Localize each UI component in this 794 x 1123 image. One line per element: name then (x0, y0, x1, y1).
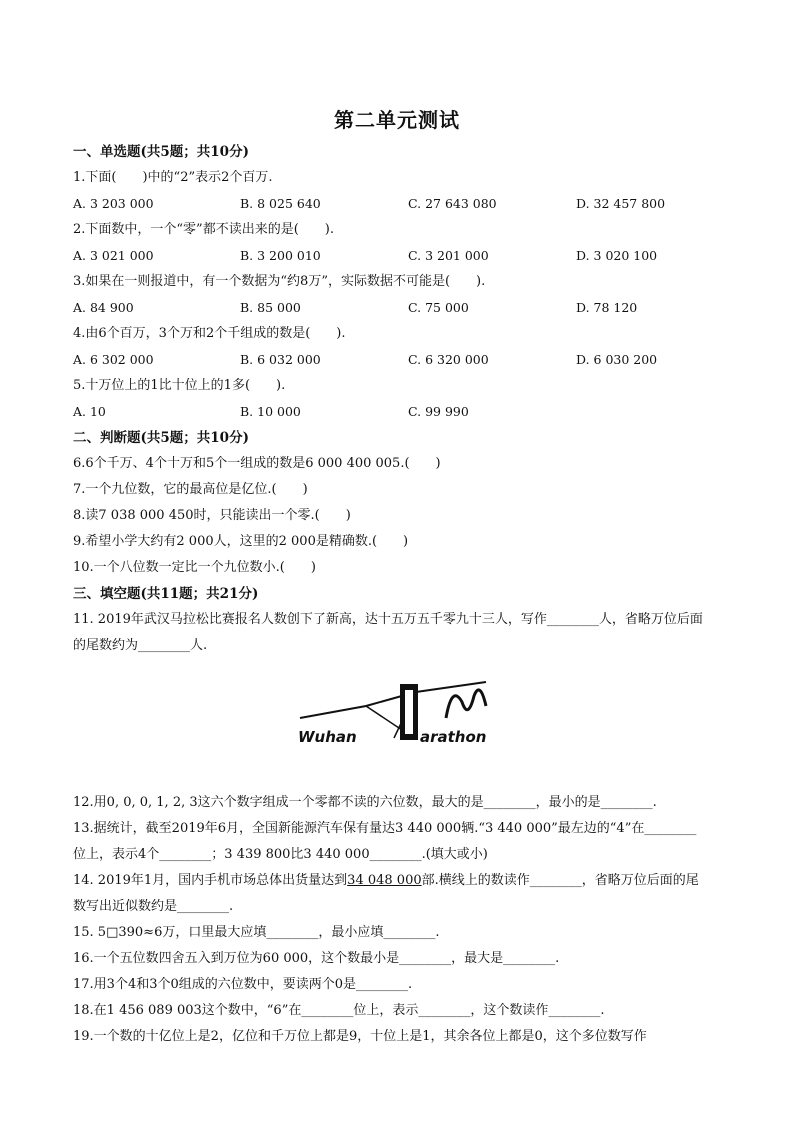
q1-option-c: C. 27 643 080 (408, 196, 497, 211)
question-11-line-2: 的尾数约为________人. (73, 638, 208, 653)
q2-option-d: D. 3 020 100 (576, 248, 658, 263)
q4-option-d: D. 6 030 200 (576, 352, 658, 367)
question-8: 8.读7 038 000 450时，只能读出一个零.( ) (73, 508, 351, 523)
page-title: 第二单元测试 (334, 108, 460, 132)
question-12: 12.用0, 0, 0, 1, 2, 3这六个数字组成一个零都不读的六位数，最大的是________，最小的是________. (73, 795, 657, 810)
q4-option-b: B. 6 032 000 (240, 352, 321, 367)
q14-text-after: 部.横线上的数读作________，省略万位后面的尾 (421, 873, 699, 888)
q2-option-a: A. 3 021 000 (73, 248, 154, 263)
wuhan-marathon-logo (296, 676, 496, 748)
q5-option-b: B. 10 000 (240, 404, 301, 419)
q5-option-a: A. 10 (73, 404, 106, 419)
question-2: 2.下面数中，一个“零”都不读出来的是( ). (73, 222, 334, 237)
q2-option-c: C. 3 201 000 (408, 248, 489, 263)
q3-option-d: D. 78 120 (576, 300, 638, 315)
q3-option-b: B. 85 000 (240, 300, 301, 315)
q5-option-c: C. 99 990 (408, 404, 469, 419)
q1-option-b: B. 8 025 640 (240, 196, 321, 211)
question-13-line-2: 位上，表示4个________；3 439 800比3 440 000________.(填大或小) (73, 847, 488, 862)
q3-option-c: C. 75 000 (408, 300, 469, 315)
svg-text:Wuhan: Wuhan (298, 728, 357, 746)
q4-option-c: C. 6 320 000 (408, 352, 489, 367)
question-9: 9.希望小学大约有2 000人，这里的2 000是精确数.( ) (73, 534, 409, 549)
question-1: 1.下面( )中的“2”表示2个百万. (73, 170, 273, 185)
question-10: 10.一个八位数一定比一个九位数小.( ) (73, 560, 316, 575)
q1-option-d: D. 32 457 800 (576, 196, 666, 211)
question-4: 4.由6个百万，3个万和2个千组成的数是( ). (73, 326, 346, 341)
question-15: 15. 5□390≈6万，口里最大应填________，最小应填________. (73, 925, 440, 940)
question-3: 3.如果在一则报道中，有一个数据为“约8万”，实际数据不可能是( ). (73, 274, 486, 289)
question-19: 19.一个数的十亿位上是2，亿位和千万位上都是9，十位上是1，其余各位上都是0，这个多位数写作 (73, 1029, 647, 1044)
q2-option-b: B. 3 200 010 (240, 248, 321, 263)
question-7: 7.一个九位数，它的最高位是亿位.( ) (73, 482, 308, 497)
question-17: 17.用3个4和3个0组成的六位数中，要读两个0是________. (73, 977, 413, 992)
svg-text:arathon: arathon (420, 728, 487, 746)
q4-option-a: A. 6 302 000 (73, 352, 154, 367)
section-heading-fill-blank: 三、填空题(共11题；共21分) (73, 586, 259, 602)
question-5: 5.十万位上的1比十位上的1多( ). (73, 378, 286, 393)
question-14-line-1 (73, 872, 699, 890)
question-6: 6.6个千万、4个十万和5个一组成的数是6 000 400 005.( ) (73, 456, 441, 471)
question-14-line-2: 数写出近似数约是________. (73, 899, 234, 914)
q3-option-a: A. 84 900 (73, 300, 134, 315)
question-11-line-1: 11. 2019年武汉马拉松比赛报名人数创下了新高，达十五万五千零九十三人，写作________人，省略万位后面 (73, 612, 703, 627)
q14-underlined-number: 34 048 000 (347, 873, 422, 888)
question-18: 18.在1 456 089 003这个数中，“6”在________位上，表示________，这个数读作________. (73, 1003, 605, 1018)
q1-option-a: A. 3 203 000 (73, 196, 154, 211)
q14-text-before: 14. 2019年1月，国内手机市场总体出货量达到 (73, 873, 348, 888)
section-heading-true-false: 二、判断题(共5题；共10分) (73, 430, 249, 446)
question-13-line-1: 13.据统计，截至2019年6月，全国新能源汽车保有量达3 440 000辆.“3 440 000”最左边的“4”在________ (73, 821, 697, 836)
question-16: 16.一个五位数四舍五入到万位为60 000，这个数最小是________，最大是________. (73, 951, 560, 966)
section-heading-single-choice: 一、单选题(共5题；共10分) (73, 144, 249, 160)
